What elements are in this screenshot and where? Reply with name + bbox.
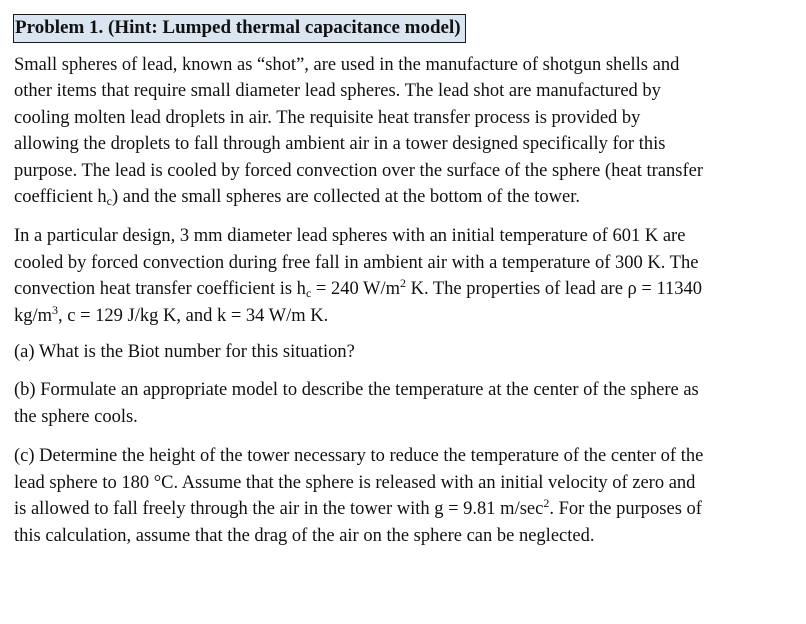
question-c-line-2: lead sphere to 180 °C. Assume that the sphere is released with an initial velocity of zero and	[14, 472, 696, 493]
question-b	[14, 377, 790, 430]
question-c-line-1: (c) Determine the height of the tower necessary to reduce the temperature of the center of the	[14, 446, 704, 467]
question-c	[14, 443, 790, 549]
problem-page	[14, 14, 790, 549]
problem-title-box	[13, 14, 466, 43]
intro-line-1: Small spheres of lead, known as “shot”, are used in the manufacture of shotgun shells and	[14, 55, 680, 75]
intro-line-2: other items that require small diameter lead spheres. The lead shot are manufactured by	[14, 81, 661, 102]
intro-line-4: allowing the droplets to fall through ambient air in a tower designed specifically for this	[14, 134, 666, 155]
squared-superscript: 2	[543, 496, 550, 511]
design-line-3-part-c: K. The properties of lead are ρ = 11340	[405, 279, 703, 300]
question-c-line-4: this calculation, assume that the drag of the air on the sphere can be neglected.	[14, 525, 595, 546]
question-b-line-2: the sphere cools.	[14, 406, 138, 427]
design-line-3	[14, 276, 790, 302]
problem-title: Problem 1. (Hint: Lumped thermal capacitance model)	[15, 17, 461, 38]
intro-line-5: purpose. The lead is cooled by forced convection over the surface of the sphere (heat transfer	[14, 160, 704, 181]
design-line-4	[14, 303, 790, 329]
intro-line-3: cooling molten lead droplets in air. The requisite heat transfer process is provided by	[14, 107, 641, 128]
question-a	[14, 339, 790, 365]
intro-line-6	[14, 184, 790, 210]
design-line-2: cooled by forced convection during free fall in ambient air with a temperature of 300 K. The	[14, 252, 699, 273]
question-a-line: (a) What is the Biot number for this situation?	[14, 342, 355, 363]
intro-line-6-part-b: ) and the small spheres are collected at the bottom of the tower.	[111, 187, 580, 208]
intro-line-6-part-a: coefficient h	[14, 187, 107, 208]
hc-subscript: c	[305, 286, 312, 301]
design-line-4-part-b: , c = 129 J/kg K, and k = 34 W/m K.	[58, 305, 329, 326]
design-line-1: In a particular design, 3 mm diameter lead spheres with an initial temperature of 601 K are	[14, 226, 686, 247]
squared-superscript: 2	[399, 276, 406, 291]
design-paragraph	[14, 223, 790, 329]
question-c-line-3-part-b: . For the purposes of	[549, 499, 702, 520]
question-c-line-3	[14, 496, 790, 522]
design-line-3-part-b: = 240 W/m	[311, 279, 400, 300]
question-c-line-3-part-a: is allowed to fall freely through the air in the tower with g = 9.81 m/sec	[14, 499, 544, 520]
question-b-line-1: (b) Formulate an appropriate model to describe the temperature at the center of the sphere as	[14, 380, 699, 401]
design-line-4-part-a: kg/m	[14, 305, 53, 326]
cubed-superscript: 3	[52, 302, 59, 317]
hc-subscript: c	[106, 194, 112, 209]
intro-paragraph	[14, 52, 790, 210]
design-line-3-part-a: convection heat transfer coefficient is h	[14, 279, 306, 300]
